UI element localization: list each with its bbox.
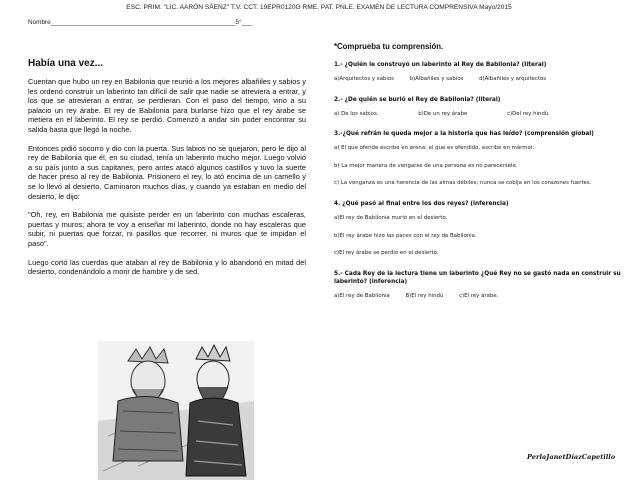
answer-options-2 [334,111,624,119]
option[interactable]: B)El rey hindú [405,292,444,299]
question-3: 3.-¿Qué refrán le queda mejor a la historia que has leído? (comprensión global) [334,131,594,138]
answer-options-1 [334,76,624,84]
story-title: Había una vez... [28,58,104,69]
author-signature: PerlaJanetDíazCapetillo [527,453,616,461]
question-2: 2.- ¿De quién se burló el Rey de Babilonia? (literal) [334,96,501,103]
question-5: 5.- Cada Rey de la lectura tiene un laberinto ¿Qué Rey no se gastó nada en construir su laberinto? (inferencia) [334,270,621,285]
option[interactable]: c)Del rey hindú. [507,110,551,117]
answer-options-5 [334,293,624,301]
option[interactable]: c)El rey árabe. [459,292,499,299]
option[interactable]: a) De los sabios. [334,110,379,117]
story-paragraph: Entonces pidió socorro y dio con la puerta. Sus labios no se quejaron, pero le dijo al rey de Babilonia que él, en su ciudad, tenía un laberinto mucho mejor. Luego volvió a su país junto a sus capitanes, pero antes atacó algunos castillos y tuvo la suerte de hacer preso al rey de Babilonia. Prisionero el rey, lo ató encima de un camello y se lo llevó al desierto. Caminaron muchos días, y cuando ya estaban en medio del desierto, le dijo: [28,143,306,201]
option[interactable]: c)El rey árabe se perdió en el desierto. [334,250,439,257]
option[interactable]: b)El rey árabe hizo las paces con el rey de Babilonia. [334,232,477,239]
option[interactable]: c) La venganza es una herencia de las almas débiles; nunca se cobija en los corazones fuertes. [334,180,592,187]
kings-illustration [98,341,254,480]
question-4: 4. ¿Qué pasó al final entre los dos reyes? (inferencia) [334,200,509,207]
name-field-line: Nombre____________________________________________________5°___ [28,19,253,26]
option[interactable]: a)El rey de Babilonia [334,292,390,299]
story-paragraph: "Oh, rey, en Babilonia me quisiste perder en un laberinto con muchas escaleras, puertas y muros; ahora te voy a enseñar mi laberinto, donde no hay escaleras que subir, ni puertas que forzar, ni pasillos que recorrer, ni muros que te impidan el paso". [28,210,306,248]
option[interactable]: b) La mejor manera de vengarse de una persona es no parecérsele. [334,162,518,169]
option[interactable]: a) El que ofende escribe en arena; el que es ofendido, escribe en mármol. [334,145,535,152]
answer-options-3 [334,145,624,188]
quiz-section [334,42,624,312]
story-paragraph: Cuentan que hubo un rey en Babilonia que reunió a los mejores albañiles y sabios y les ordenó construir un laberinto tan difícil de salir que nadie se atreviera a entrar, y los que se atrevieran a entrar, se perdieran. Con el paso del tiempo, vino a su palacio un rey árabe. El rey de Babilonia para burlarse hizo que el rey árabe se metiera en el laberinto. El rey se perdió. Comenzó a andar sin poder encontrar su salida hasta que llegó la noche. [28,77,306,134]
answer-options-4 [334,215,624,258]
option[interactable]: b)Albañiles y sabios [409,76,464,82]
story-section [28,58,306,286]
option[interactable]: a)Arquitectos y sabios [334,76,394,82]
option[interactable]: d)Albañiles y arquitectos [479,76,547,82]
story-paragraph: Luego cortó las cuerdas que ataban al rey de Babilonia y lo abandonó en mitad del desierto, condenándolo a morir de hambre y de sed. [28,257,306,277]
option[interactable]: a)El rey de Babilonia murió en el desierto. [334,214,448,221]
question-1: 1.- ¿Quién le construyó un laberinto al Rey de Babilonia? (literal) [334,62,547,68]
quiz-title: *Comprueba tu comprensión. [334,42,444,51]
exam-header: ESC. PRIM. "LIC. AARÓN SÁENZ" T.V. CCT. 19EPR0120G RME. PAT. PNLE. EXAMEN DE LECTURA COMPRENSIVA Mayo/2015 [126,4,512,11]
option[interactable]: b)De un rey árabe [418,110,468,117]
